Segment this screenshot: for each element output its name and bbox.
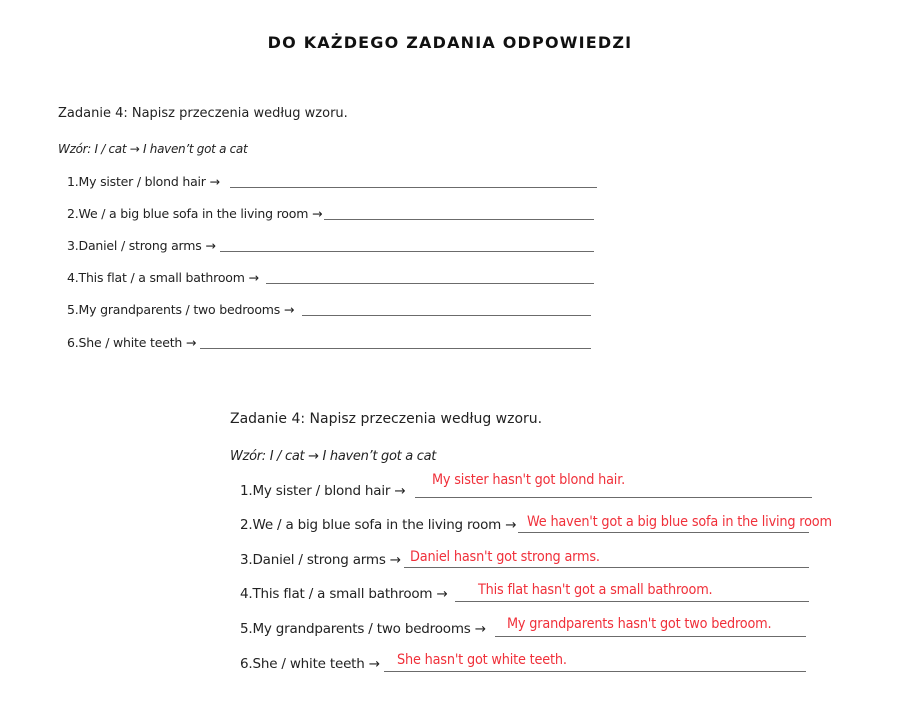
answer-line[interactable]	[415, 497, 812, 498]
answer-line[interactable]	[404, 567, 809, 568]
answer-line[interactable]	[266, 283, 594, 284]
exercise-item-prompt: 5.My grandparents / two bedrooms →	[240, 621, 486, 637]
exercise-example: Wzór: I / cat → I haven’t got a cat	[230, 449, 437, 464]
answer-line[interactable]	[324, 219, 594, 220]
exercise-heading: Zadanie 4: Napisz przeczenia według wzoru.	[58, 106, 348, 121]
handwritten-answer: My sister hasn't got blond hair.	[432, 472, 626, 488]
handwritten-answer: My grandparents hasn't got two bedroom.	[507, 616, 772, 632]
handwritten-answer: She hasn't got white teeth.	[397, 652, 567, 668]
handwritten-answer: This flat hasn't got a small bathroom.	[478, 582, 713, 598]
exercise-item-prompt: 4.This flat / a small bathroom →	[240, 586, 448, 602]
exercise-item-prompt: 2.We / a big blue sofa in the living room →	[240, 517, 517, 533]
answer-line[interactable]	[302, 315, 591, 316]
answer-line[interactable]	[518, 532, 809, 533]
handwritten-answer: Daniel hasn't got strong arms.	[410, 549, 600, 565]
answer-line[interactable]	[384, 671, 806, 672]
answer-line[interactable]	[495, 636, 806, 637]
answer-line[interactable]	[455, 601, 809, 602]
exercise-item-prompt: 4.This flat / a small bathroom →	[67, 270, 259, 285]
exercise-item-prompt: 2.We / a big blue sofa in the living room →	[67, 206, 323, 221]
page-title: DO KAŻDEGO ZADANIA ODPOWIEDZI	[267, 33, 633, 52]
exercise-example: Wzór: I / cat → I haven’t got a cat	[58, 142, 248, 156]
answer-line[interactable]	[220, 251, 594, 252]
handwritten-answer: We haven't got a big blue sofa in the living room	[527, 514, 832, 530]
exercise-item-prompt: 1.My sister / blond hair →	[240, 483, 406, 499]
exercise-item-prompt: 1.My sister / blond hair →	[67, 174, 220, 189]
answer-line[interactable]	[230, 187, 597, 188]
exercise-item-prompt: 5.My grandparents / two bedrooms →	[67, 302, 295, 317]
answer-line[interactable]	[200, 348, 591, 349]
exercise-item-prompt: 3.Daniel / strong arms →	[67, 238, 216, 253]
exercise-item-prompt: 6.She / white teeth →	[67, 335, 197, 350]
exercise-item-prompt: 6.She / white teeth →	[240, 656, 380, 672]
exercise-item-prompt: 3.Daniel / strong arms →	[240, 552, 401, 568]
exercise-heading: Zadanie 4: Napisz przeczenia według wzoru.	[230, 411, 543, 427]
